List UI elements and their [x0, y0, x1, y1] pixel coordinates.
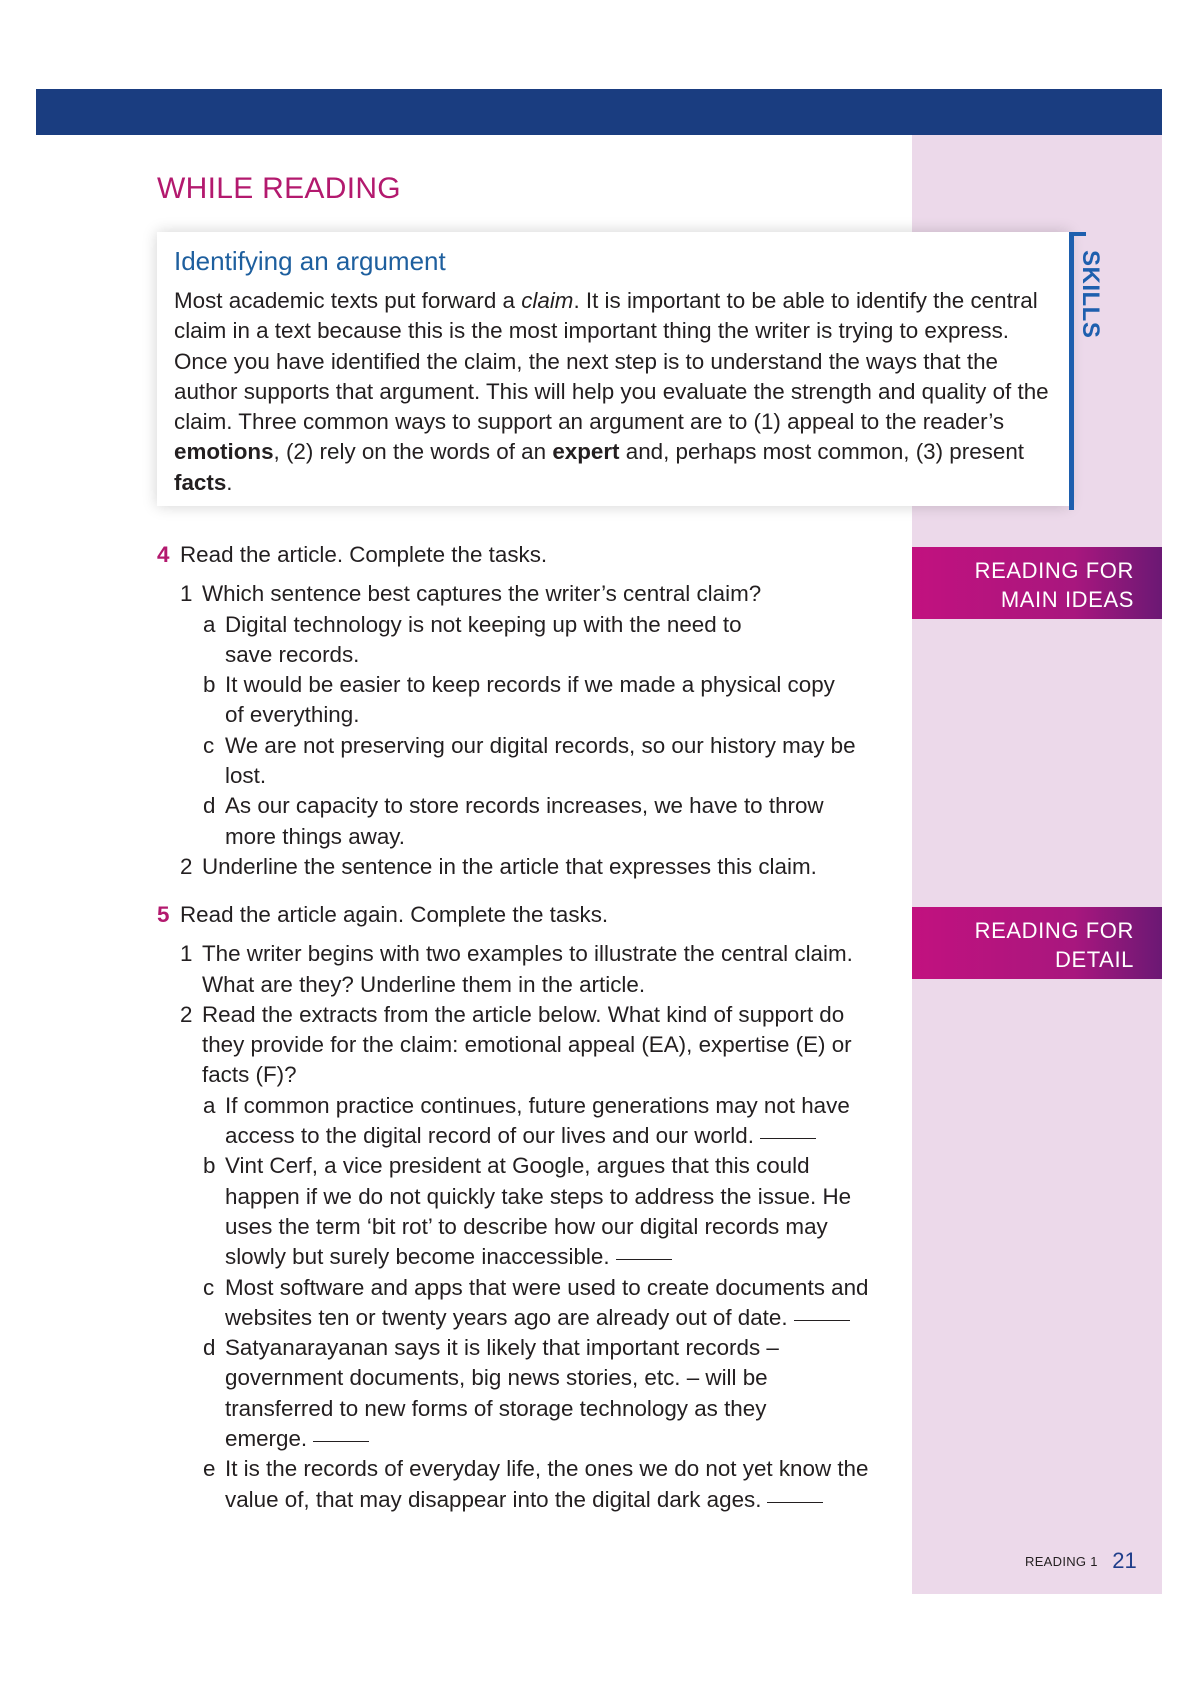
text-segment: . It is important to be able to identify the central claim in a text because this is the most important thing the writer is trying to express. Once you have identified the claim, the next step is to understand the ways that the author supports that argument. This will help you evaluate the strength and quality of the claim. Three common ways to support an argument are to (1) appeal to the reader’s	[174, 288, 1049, 435]
skills-label	[1078, 250, 1104, 350]
answer-blank-b[interactable]	[616, 1259, 672, 1260]
answer-option-a[interactable]	[157, 610, 777, 671]
option-text: Vint Cerf, a vice president at Google, argues that this could happen if we do not quickly take steps to address the issue. He uses the term ‘bit rot’ to describe how our digital records may slowly but surely become inaccessible.	[225, 1153, 852, 1270]
task-text: The writer begins with two examples to illustrate the central claim. What are they? Underline them in the article.	[202, 941, 853, 997]
task-text: Underline the sentence in the article that expresses this claim.	[202, 853, 817, 879]
option-text: Digital technology is not keeping up with the need to save records.	[225, 611, 742, 667]
option-text: It is the records of everyday life, the ones we do not yet know the value of, that may disappear into the digital dark ages.	[225, 1456, 869, 1512]
banner-reading-for-detail	[912, 907, 1162, 979]
text-segment: , (2) rely on the words of an	[273, 439, 553, 465]
task-number: 1	[180, 581, 193, 607]
option-letter: d	[203, 793, 216, 819]
task-number: 2	[180, 853, 193, 879]
emphasis-italic: claim	[521, 288, 574, 313]
banner-reading-for-main-ideas	[912, 547, 1162, 619]
option-text: It would be easier to keep records if we made a physical copy of everything.	[225, 672, 835, 728]
skills-label-text: SKILLS	[1077, 250, 1104, 339]
extract-d	[157, 1333, 797, 1454]
option-letter: b	[203, 672, 216, 698]
task-text: Read the extracts from the article below. What kind of support do they provide for the claim: emotional appeal (EA), expertise (E) or facts (F)?	[202, 1001, 852, 1088]
banner-line: MAIN IDEAS	[1000, 587, 1134, 612]
task-number: 1	[180, 941, 193, 967]
answer-blank-c[interactable]	[794, 1320, 850, 1321]
text-segment: .	[226, 469, 233, 495]
exercise-5	[157, 900, 897, 1515]
emphasis-bold: expert	[552, 439, 620, 465]
page-number: 21	[1112, 1548, 1137, 1573]
exercise-instruction: Read the article. Complete the tasks.	[180, 542, 548, 567]
emphasis-bold: facts	[174, 469, 227, 495]
skills-body	[174, 286, 1064, 498]
extract-e	[157, 1454, 897, 1515]
answer-option-b[interactable]	[157, 670, 857, 731]
exercise-number: 4	[157, 542, 170, 567]
option-letter: b	[203, 1153, 216, 1179]
skills-paragraph	[174, 286, 1064, 498]
task-item	[157, 579, 857, 609]
header-bar	[36, 89, 1162, 135]
footer-unit-label: READING 1	[1025, 1554, 1098, 1569]
skills-heading: Identifying an argument	[174, 246, 446, 276]
answer-blank-d[interactable]	[313, 1441, 369, 1442]
option-letter: a	[203, 611, 216, 637]
option-letter: a	[203, 1092, 216, 1118]
exercise-5-heading	[157, 900, 897, 930]
option-text: Satyanarayanan says it is likely that important records – government documents, big news stories, etc. – will be transferred to new forms of storage technology as they emerge.	[225, 1335, 779, 1452]
option-letter: e	[203, 1456, 216, 1482]
option-text: We are not preserving our digital records, so our history may be lost.	[225, 732, 856, 789]
option-text: If common practice continues, future generations may not have access to the digital record of our lives and our world.	[225, 1092, 850, 1149]
exercise-instruction: Read the article again. Complete the tasks.	[180, 902, 609, 927]
exercise-4-heading	[157, 540, 857, 570]
page-footer	[1025, 1548, 1137, 1574]
skills-rule-tick	[1069, 232, 1086, 236]
section-title: WHILE READING	[157, 172, 401, 205]
option-letter: c	[203, 1274, 215, 1300]
text-segment: and, perhaps most common, (3) present	[619, 439, 1024, 465]
emphasis-bold: emotions	[174, 439, 274, 465]
banner-line: READING FOR	[974, 918, 1134, 943]
option-letter: c	[203, 732, 215, 758]
exercise-4	[157, 540, 857, 882]
option-text: As our capacity to store records increases, we have to throw more things away.	[225, 793, 824, 849]
task-text: Which sentence best captures the writer’s central claim?	[202, 581, 762, 607]
task-item	[157, 1000, 877, 1091]
extract-c	[157, 1273, 897, 1334]
task-item	[157, 852, 857, 882]
task-number: 2	[180, 1001, 193, 1027]
extract-b	[157, 1151, 877, 1272]
answer-blank-e[interactable]	[767, 1502, 823, 1503]
banner-line: DETAIL	[1055, 947, 1134, 972]
answer-option-c[interactable]	[157, 731, 857, 792]
answer-blank-a[interactable]	[760, 1138, 816, 1139]
option-letter: d	[203, 1335, 216, 1361]
text-segment: Most academic texts put forward a	[174, 288, 522, 313]
skills-rule	[1069, 232, 1074, 510]
answer-option-d[interactable]	[157, 791, 857, 852]
banner-line: READING FOR	[974, 558, 1134, 583]
task-item	[157, 939, 897, 1000]
extract-a	[157, 1091, 877, 1152]
skills-box	[157, 232, 1069, 506]
option-text: Most software and apps that were used to create documents and websites ten or twenty years ago are already out of date.	[225, 1274, 869, 1330]
exercise-number: 5	[157, 902, 170, 927]
